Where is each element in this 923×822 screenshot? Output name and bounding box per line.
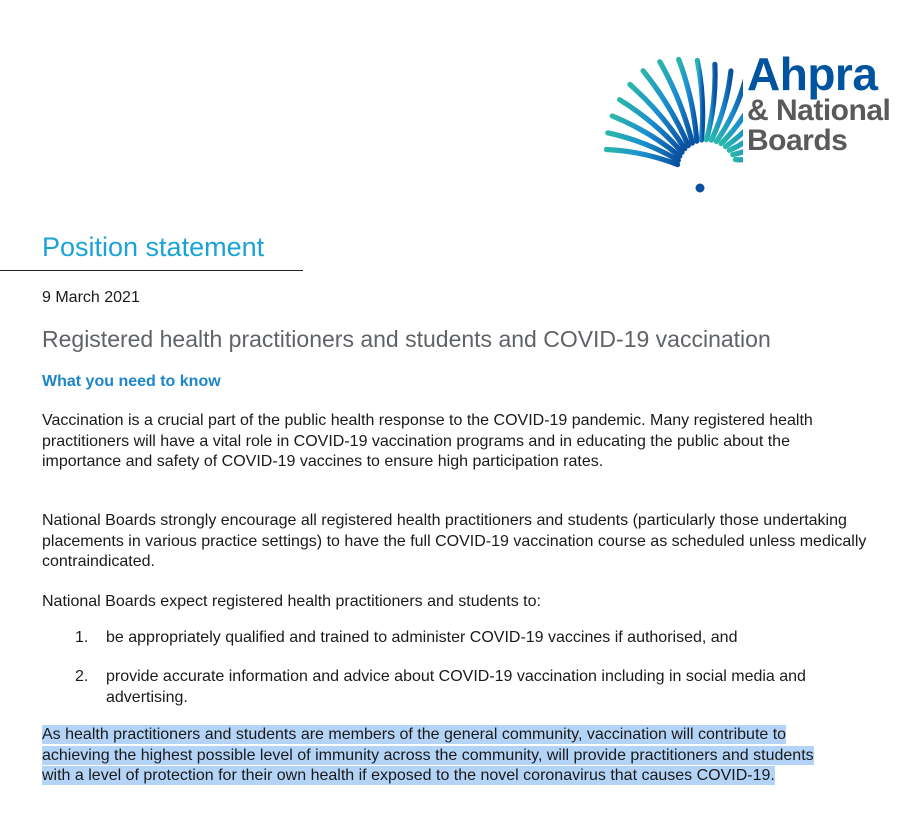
paragraph-encourage: National Boards strongly encourage all registered health practitioners and students (particularly those undertaking placements in various practice settings) to have the full COVID-19 vaccination course as scheduled unless medically contraindicated. [42, 512, 867, 570]
document-type: Position statement [42, 232, 265, 262]
document-date: 9 March 2021 [42, 289, 140, 306]
australia-rays-icon [543, 30, 743, 200]
document-title: Registered health practitioners and students and COVID-19 vaccination [42, 326, 771, 352]
section-heading: What you need to know [42, 373, 221, 390]
paragraph-community-selected[interactable] [42, 725, 842, 787]
selected-text[interactable]: As health practitioners and students are members of the general community, vaccination will contribute to achieving the highest possible level of immunity across the community, will provide practitioners and students with a level of protection for their own health if exposed to the novel coronavirus that causes COVID-19. [42, 726, 814, 784]
tasmania-dot-icon [696, 184, 705, 193]
list-text: be appropriately qualified and trained to administer COVID-19 vaccines if authorised, and [106, 629, 738, 646]
divider [0, 270, 303, 271]
ahpra-logo [543, 30, 913, 200]
list-number: 2. [75, 668, 89, 685]
logo-sub-line1: & National [747, 94, 891, 127]
paragraph-expect: National Boards expect registered health practitioners and students to: [42, 593, 541, 610]
list-number: 1. [75, 629, 89, 646]
list-text: provide accurate information and advice about COVID-19 vaccination including in social media and advertising. [106, 668, 806, 706]
logo-ray [697, 60, 702, 140]
logo-brand: Ahpra [747, 48, 878, 100]
paragraph-intro: Vaccination is a crucial part of the public health response to the COVID-19 pandemic. Many registered health practitioners will have a vital role in COVID-19 vaccination programs and in educating the public about the importance and safety of COVID-19 vaccines to ensure high participation rates. [42, 412, 813, 470]
logo-sub-line2: Boards [747, 124, 848, 157]
